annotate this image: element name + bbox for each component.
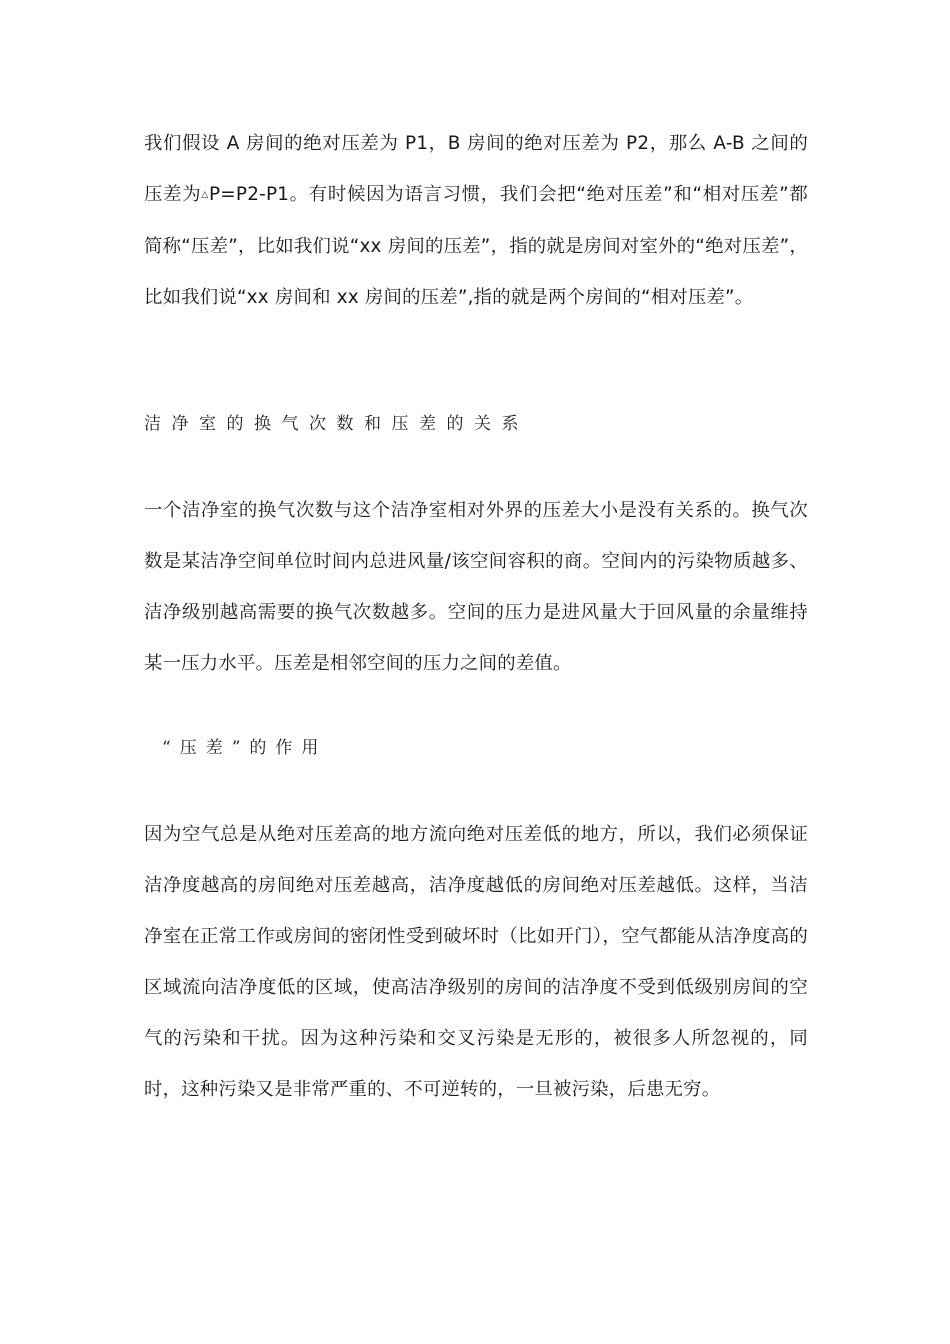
paragraph-text-before-delta: 我们假设 A 房间的绝对压差为 P1，B 房间的绝对压差为 P2，那么 A-B 之间的压差为 bbox=[144, 133, 808, 205]
paragraph-pressure-role: 因为空气总是从绝对压差高的地方流向绝对压差低的地方，所以，我们必须保证洁净度越高的房间绝对压差越高，洁净度越低的房间绝对压差越低。这样，当洁净室在正常工作或房间的密闭性受到破坏时（比如开门），空气都能从洁净度高的区域流向洁净度低的区域，使高洁净级别的房间的洁净度不受到低级别房间的空气的污染和干扰。因为这种污染和交叉污染是无形的，被很多人所忽视的，同时，这种污染又是非常严重的、不可逆转的，一旦被污染，后患无穷。 bbox=[144, 824, 808, 1100]
paragraph-air-changes: 一个洁净室的换气次数与这个洁净室相对外界的压差大小是没有关系的。换气次数是某洁净空间单位时间内总进风量/该空间容积的商。空间内的污染物质越多、洁净级别越高需要的换气次数越多。空间的压力是进风量大于回风量的余量维持某一压力水平。压差是相邻空间的压力之间的差值。 bbox=[144, 500, 808, 674]
paragraph-pressure-definition bbox=[144, 118, 808, 323]
paragraph-text-after-delta: P=P2-P1。有时候因为语言习惯，我们会把“绝对压差”和“相对压差”都简称“压差”，比如我们说“xx 房间的压差”，指的就是房间对室外的“绝对压差”，比如我们说“xx 房间和 xx 房间的压差”,指的就是两个房间的“相对压差”。 bbox=[144, 184, 809, 308]
delta-symbol: △ bbox=[201, 190, 210, 200]
section-heading-pressure-role: “压差”的作用 bbox=[162, 738, 328, 758]
section-heading-air-changes: 洁净室的换气次数和压差的关系 bbox=[144, 414, 529, 434]
